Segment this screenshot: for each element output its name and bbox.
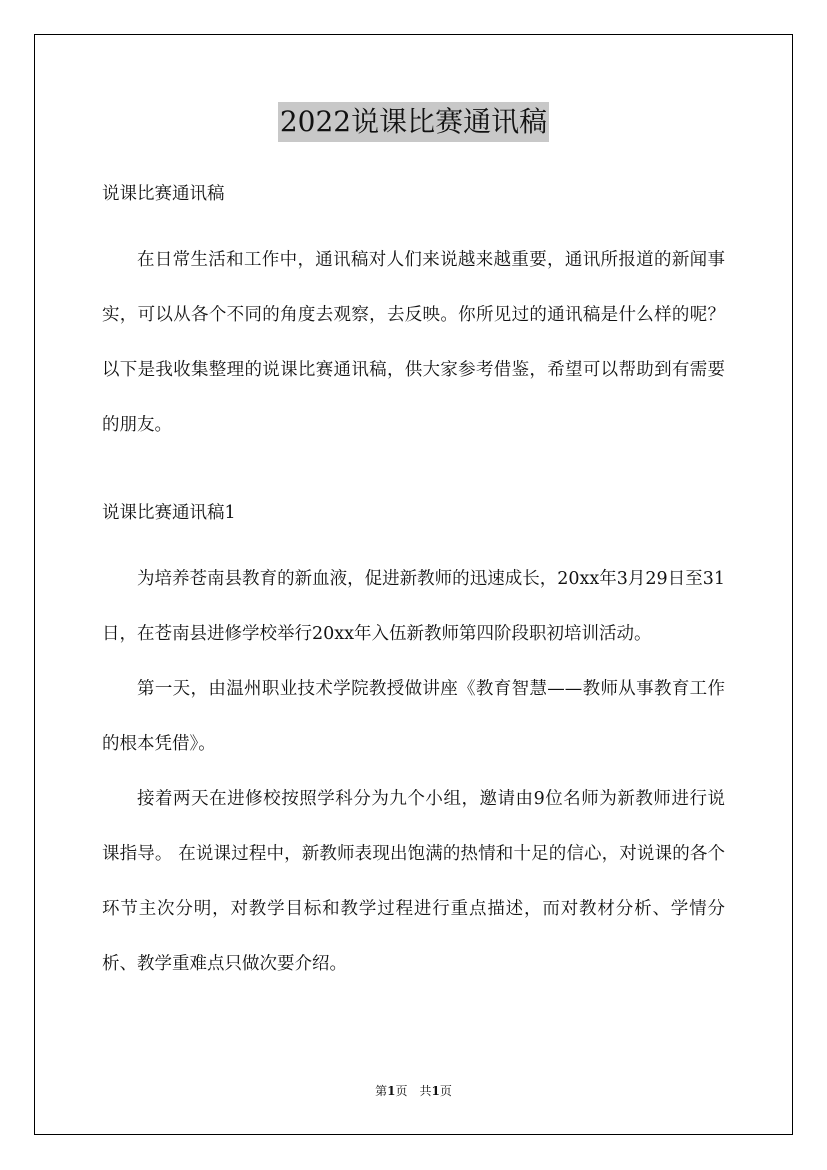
paragraph-3: 接着两天在进修校按照学科分为九个小组，邀请由9位名师为新教师进行说课指导。 在说课过程中，新教师表现出饱满的热情和十足的信心，对说课的各个环节主次分明，对教学目标和教学过程进行重点描述，而对教材分析、学情分析、教学重难点只做次要介绍。 — [102, 789, 725, 974]
footer-suffix: 页 — [439, 1084, 452, 1098]
title-container — [0, 102, 827, 142]
paragraph-2: 第一天，由温州职业技术学院教授做讲座《教育智慧——教师从事教育工作的根本凭借》。 — [102, 679, 725, 754]
footer-prefix: 第 — [375, 1084, 388, 1098]
paragraph-1: 为培养苍南县教育的新血液，促进新教师的迅速成长，20xx年3月29日至31日，在苍南县进修学校举行20xx年入伍新教师第四阶段职初培训活动。 — [102, 569, 725, 644]
document-title: 2022说课比赛通讯稿 — [278, 102, 549, 142]
document-body — [102, 178, 725, 992]
footer-page-current: 1 — [387, 1084, 396, 1098]
intro-paragraph: 在日常生活和工作中，通讯稿对人们来说越来越重要，通讯所报道的新闻事实，可以从各个不同的角度去观察，去反映。你所见过的通讯稿是什么样的呢？以下是我收集整理的说课比赛通讯稿，供大家参考借鉴，希望可以帮助到有需要的朋友。 — [102, 250, 725, 435]
footer-mid: 页 共 — [395, 1084, 432, 1098]
section-heading: 说课比赛通讯稿 — [102, 184, 225, 204]
article-heading: 说课比赛通讯稿1 — [102, 503, 236, 523]
page-footer — [0, 1082, 827, 1100]
footer-page-total: 1 — [431, 1084, 440, 1098]
